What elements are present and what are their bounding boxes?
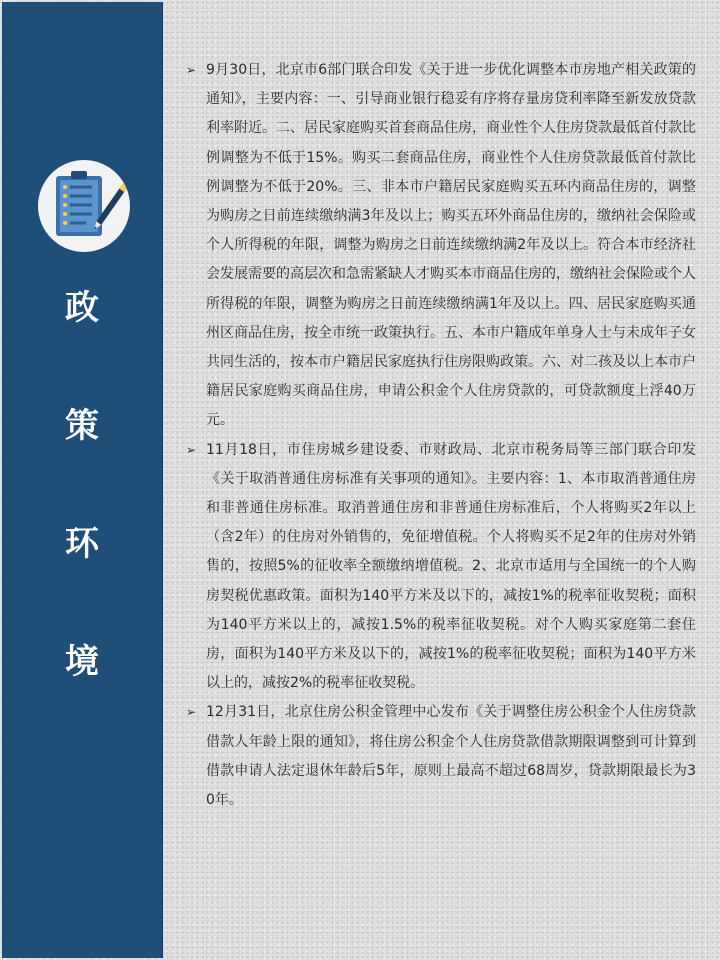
- vertical-title-char: 境: [65, 642, 99, 682]
- vertical-title-char: 政: [65, 288, 99, 328]
- policy-item: [186, 56, 696, 436]
- policy-item: [186, 436, 696, 699]
- policy-text: 9月30日，北京市6部门联合印发《关于进一步优化调整本市房地产相关政策的通知》，主要内容：一、引导商业银行稳妥有序将存量房贷利率降至新发放贷款利率附近。二、居民家庭购买首套商品住房，商业性个人住房贷款最低首付款比例调整为不低于15%。购买二套商品住房，商业性个人住房贷款最低首付款比例调整为不低于20%。三、非本市户籍居民家庭购买五环内商品住房的，调整为购房之日前连续缴纳满3年及以上；购买五环外商品住房的，缴纳社会保险或个人所得税的年限，调整为购房之日前连续缴纳满2年及以上。符合本市经济社会发展需要的高层次和急需紧缺人才购买本市商品住房的，缴纳社会保险或个人所得税的年限，调整为购房之日前连续缴纳满1年及以上。四、居民家庭购买通州区商品住房，按全市统一政策执行。五、本市户籍成年单身人士与未成年子女共同生活的，按本市户籍居民家庭执行住房限购政策。六、对二孩及以上本市户籍居民家庭购买商品住房，申请公积金个人住房贷款的，可贷款额度上浮40万元。: [206, 62, 696, 429]
- vertical-title-char: 策: [65, 406, 99, 446]
- policy-text: 11月18日，市住房城乡建设委、市财政局、北京市税务局等三部门联合印发《关于取消普通住房标准有关事项的通知》。主要内容：1、本市取消普通住房和非普通住房标准。取消普通住房和非普通住房标准后，个人将购买2年以上（含2年）的住房对外销售的，免征增值税。个人将购买不足2年的住房对外销售的，按照5%的征收率全额缴纳增值税。2、北京市适用与全国统一的个人购房契税优惠政策。面积为140平方米及以下的，减按1%的税率征收契税；面积为140平方米以上的，减按1.5%的税率征收契税。对个人购买家庭第二套住房，面积为140平方米及以下的，减按1%的税率征收契税；面积为140平方米以上的，减按2%的税率征收契税。: [206, 441, 696, 692]
- arrow-bullet-icon: ➢: [186, 63, 197, 77]
- sidebar-panel: [2, 2, 163, 958]
- policy-text: 12月31日，北京住房公积金管理中心发布《关于调整住房公积金个人住房贷款借款人年龄上限的通知》，将住房公积金个人住房贷款借款期限调整到可计算到借款申请人法定退休年龄后5年，原则上最高不超过68周岁，贷款期限最长为30年。: [206, 704, 696, 809]
- arrow-bullet-icon: ➢: [186, 705, 197, 720]
- clipboard-pen-icon-graphic: [38, 160, 130, 252]
- policy-list: [186, 56, 696, 815]
- clipboard-pen-icon: [38, 160, 130, 252]
- arrow-bullet-icon: ➢: [186, 442, 197, 457]
- policy-item: [186, 698, 696, 815]
- vertical-title-char: 环: [65, 524, 99, 564]
